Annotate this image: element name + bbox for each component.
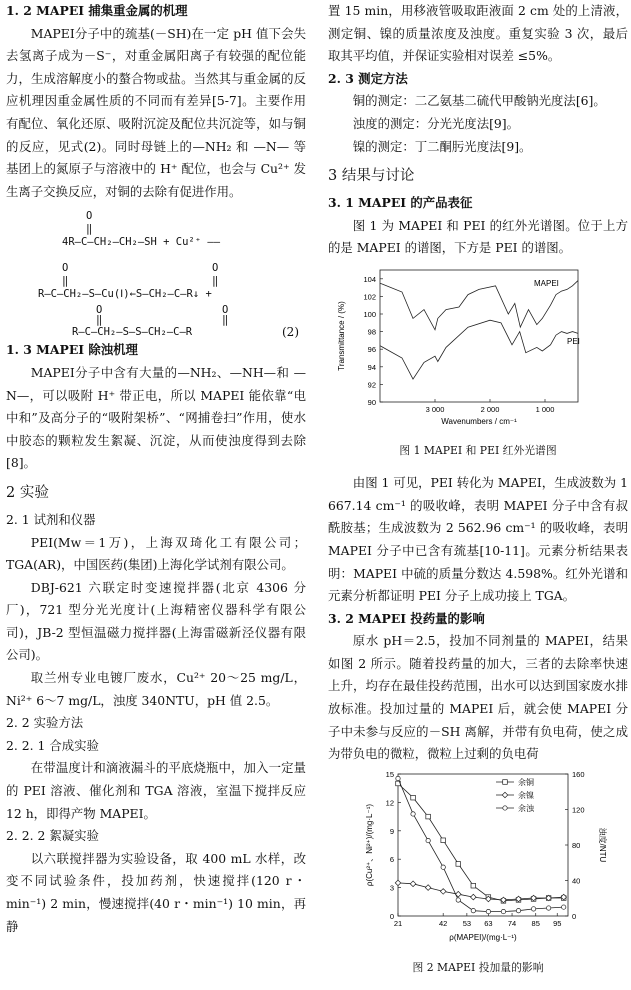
fig1-ytick-label: 104 xyxy=(363,274,376,284)
fig2-point-nickel xyxy=(395,880,401,886)
fig2-point-copper xyxy=(471,883,476,888)
fig2-point-copper xyxy=(411,795,416,800)
section-1-2-paragraph: MAPEI分子中的巯基(－SH)在一定 pH 值下会失去氢离子成为－S⁻，对重金属阳离子有较强的配位能力，生成溶解度小的螯合物或盐。当然其与重金属的反应机理因重金属性质的不同而有差异[5-7]。主要作用有配位、氧化还原、吸附沉淀及配位共沉淀等，如与铜的反应，见式(2)。同时母链上的—NH₂ 和 —N— 等基团上的氮原子与溶液中的 H⁺ 配位，也会与 Cu²⁺ 发生离子交换反应，对铜的去除有促进作用。 xyxy=(6,25,306,199)
figure-2-dosage-chart xyxy=(328,766,628,946)
continued-paragraph: 置 15 min，用移液管吸取距液面 2 cm 处的上清液，测定铜、镍的质量浓度及浊度。重复实验 3 次，最后取其平均值，并保证实验相对误差 ≤5%。 xyxy=(328,3,628,64)
wastewater-paragraph: 取兰州专业电镀厂废水，Cu²⁺ 20～25 mg/L，Ni²⁺ 6～7 mg/L，浊度 340NTU，pH 值 2.5。 xyxy=(6,670,306,708)
fig2-point-turbidity xyxy=(441,865,445,869)
fig2-point-turbidity xyxy=(546,906,550,910)
chem-double-bond-3: ‖ xyxy=(212,275,219,288)
section-3-1-title: 3. 1 MAPEI 的产品表征 xyxy=(328,195,473,211)
fig2-point-copper xyxy=(456,861,461,866)
turbidity-method: 浊度的测定：分光光度法[9]。 xyxy=(352,115,520,131)
fig2-left-ytick-label: 12 xyxy=(385,798,394,808)
fig2-point-copper xyxy=(441,838,446,843)
chem-line-3: R—C—CH₂—S—S—CH₂—C—R xyxy=(72,326,193,339)
copper-method: 铜的测定：二乙氨基二硫代甲酸钠光度法[6]。 xyxy=(352,93,606,109)
chem-carbonyl-o-3: O xyxy=(212,262,219,275)
chemical-equation-2 xyxy=(6,203,306,339)
section-1-2-title: 1. 2 MAPEI 捕集重金属的机理 xyxy=(6,3,188,18)
fig2-right-ytick-label: 40 xyxy=(572,876,581,886)
fig2-xtick-label: 85 xyxy=(531,918,540,928)
fig2-series-line xyxy=(398,783,564,900)
section-2-2-2-title: 2. 2. 2 絮凝实验 xyxy=(6,828,99,844)
fig2-xtick-label: 42 xyxy=(439,918,448,928)
section-1-3-paragraph: MAPEI分子中含有大量的—NH₂、—NH—和 —N—，可以吸附 H⁺ 带正电，所以 MAPEI 能依靠“电中和”及高分子的“吸附架桥”、“网捕卷扫”作用，使水中胶态的颗粒发生絮凝、沉淀，从而使浊度得到去除[8]。 xyxy=(6,364,306,471)
fig2-xtick-label: 74 xyxy=(507,918,517,928)
fig2-right-ytick-label: 160 xyxy=(572,769,585,779)
fig1-series-label-pei: PEI xyxy=(567,336,580,346)
section-2-1-title: 2. 1 试剂和仪器 xyxy=(6,511,96,527)
fig2-legend-marker xyxy=(503,806,507,810)
section-2-2-title: 2. 2 实验方法 xyxy=(6,715,84,731)
fig2-x-axis-label: ρ(MAPEI)/(mg·L⁻¹) xyxy=(449,932,517,942)
section-3-2-paragraph: 原水 pH＝2.5，投加不同剂量的 MAPEI，结果如图 2 所示。随着投药量的加大，三者的去除率快速上升，均存在最佳投药范围，出水可以达到国家废水排放标准。投加过量的 MAPEI 后，就会使 MAPEI 分子中未参与反应的－SH 离解，并带有负电荷，使之成为带负电的微粒，微粒上过剩的负电荷 xyxy=(328,633,628,762)
fig2-point-turbidity xyxy=(501,909,505,913)
fig1-ytick-label: 90 xyxy=(367,397,376,407)
fig1-ytick-label: 100 xyxy=(363,309,376,319)
figure-1-ir-spectrum xyxy=(328,260,628,428)
fig2-legend-marker xyxy=(503,780,508,785)
section-1-3-title: 1. 3 MAPEI 除浊机理 xyxy=(6,342,138,358)
fig2-point-nickel xyxy=(410,881,416,887)
fig1-ytick-label: 102 xyxy=(363,292,376,302)
chem-carbonyl-o-1: O xyxy=(86,210,93,223)
fig1-y-axis-label: Transmittance / (%) xyxy=(337,301,346,371)
fig2-point-turbidity xyxy=(471,908,475,912)
fig2-left-axis-label: ρ(Cu²⁺、Ni²⁺)/(mg·L⁻¹) xyxy=(365,803,374,886)
section-3-1-intro: 图 1 为 MAPEI 和 PEI 的红外光谱图。位于上方的是 MAPEI 的谱图，下方是 PEI 的谱图。 xyxy=(328,217,628,256)
fig1-ytick-label: 98 xyxy=(367,327,376,337)
chem-line-2: R—C—CH₂—S—Cu(Ⅰ)←S—CH₂—C—R↓ + xyxy=(38,288,212,301)
fig2-point-turbidity xyxy=(516,908,520,912)
fig2-point-copper xyxy=(426,814,431,819)
fig2-xtick-label: 95 xyxy=(553,918,562,928)
fig2-point-turbidity xyxy=(486,909,490,913)
fig2-right-ytick-label: 120 xyxy=(572,805,585,815)
synthesis-paragraph: 在带温度计和滴液漏斗的平底烧瓶中，加入一定量的 PEI 溶液、催化剂和 TGA 溶液，室温下搅拌反应 12 h，即得产物 MAPEI。 xyxy=(6,760,306,821)
fig2-xtick-label: 53 xyxy=(462,918,472,928)
fig2-point-turbidity xyxy=(561,905,565,909)
chem-double-bond-5: ‖ xyxy=(222,314,229,327)
chem-double-bond-4: ‖ xyxy=(96,314,103,327)
fig2-right-ytick-label: 80 xyxy=(572,840,581,850)
fig1-xtick-label: 3 000 xyxy=(425,404,445,414)
fig2-point-nickel xyxy=(471,894,477,900)
chem-carbonyl-o-5: O xyxy=(222,304,229,317)
fig1-xtick-label: 2 000 xyxy=(480,404,500,414)
figure-2-caption: 图 2 MAPEI 投加量的影响 xyxy=(412,961,544,975)
reagents-paragraph: PEI(Mw＝1万)，上海双琦化工有限公司；TGA(AR)，中国医药(集团)上海化学试剂有限公司。 xyxy=(6,534,306,573)
figure-1-caption: 图 1 MAPEI 和 PEI 红外光谱图 xyxy=(399,443,557,457)
fig2-point-nickel xyxy=(425,885,431,891)
fig2-legend-label: 余铜 xyxy=(518,777,534,787)
section-3-1-discussion: 由图 1 可见，PEI 转化为 MAPEI，生成波数为 1 667.14 cm⁻¹ 的吸收峰，表明 MAPEI 分子中含有叔酰胺基；生成波数为 2 562.96 cm⁻¹ 的吸收峰，表明 MAPEI 分子中已含有巯基[10-11]。元素分析结果表明：MAPEI 中硫的质量分数达 4.598%。红外光谱和元素分析都证明 PEI 分子上成功接上 TGA。 xyxy=(328,475,628,604)
fig2-legend-label: 余镍 xyxy=(518,790,534,800)
fig2-xtick-label: 63 xyxy=(484,918,493,928)
fig1-mapei-curve xyxy=(380,278,578,330)
fig2-left-ytick-label: 0 xyxy=(389,911,394,921)
nickel-method: 镍的测定：丁二酮肟光度法[9]。 xyxy=(352,138,532,154)
chem-double-bond-2: ‖ xyxy=(62,275,69,288)
instruments-paragraph: DBJ-621 六联定时变速搅拌器(北京 4306 分厂)，721 型分光光度计(上海精密仪器科学有限公司)，JB-2 型恒温磁力搅拌器(上海雷磁新泾仪器有限公司)。 xyxy=(6,579,306,663)
fig2-xtick-label: 21 xyxy=(393,918,403,928)
fig2-right-axis-label: 浊度/NTU xyxy=(598,827,607,863)
fig1-pei-curve xyxy=(380,320,578,379)
section-3-title: 3 结果与讨论 xyxy=(328,168,415,185)
equation-number: (2) xyxy=(282,325,299,340)
fig2-legend-label: 余浊 xyxy=(518,803,534,813)
fig2-point-nickel xyxy=(440,888,446,894)
fig2-point-turbidity xyxy=(531,907,535,911)
fig2-right-ytick-label: 0 xyxy=(572,911,577,921)
left-column xyxy=(6,0,306,938)
fig2-left-ytick-label: 9 xyxy=(389,826,394,836)
fig1-series-label-mapei: MAPEI xyxy=(534,278,559,288)
fig2-point-turbidity xyxy=(396,776,400,780)
fig2-plot-frame xyxy=(398,774,568,916)
chem-carbonyl-o-4: O xyxy=(96,304,103,317)
fig2-point-turbidity xyxy=(411,812,415,816)
fig2-point-turbidity xyxy=(426,838,430,842)
flocculation-paragraph: 以六联搅拌器为实验设备，取 400 mL 水样，改变不同试验条件，投加药剂，快速搅拌(120 r・min⁻¹) 2 min，慢速搅拌(40 r・min⁻¹) 10 min，再静 xyxy=(6,850,306,934)
right-column xyxy=(328,0,628,990)
fig1-ytick-label: 92 xyxy=(367,380,376,390)
chem-carbonyl-o-2: O xyxy=(62,262,69,275)
fig2-left-ytick-label: 3 xyxy=(389,883,394,893)
chem-line-1: 4R—C—CH₂—CH₂—SH + Cu²⁺ —— xyxy=(62,236,221,249)
fig2-point-turbidity xyxy=(456,898,460,902)
chem-double-bond-1: ‖ xyxy=(86,223,93,236)
fig2-left-ytick-label: 6 xyxy=(389,855,394,865)
section-2-2-1-title: 2. 2. 1 合成实验 xyxy=(6,737,99,753)
fig1-x-axis-label: Wavenumbers / cm⁻¹ xyxy=(441,416,517,426)
fig2-legend-marker xyxy=(502,792,508,798)
fig1-xtick-label: 1 000 xyxy=(535,404,555,414)
fig1-ytick-label: 94 xyxy=(367,362,376,372)
fig2-left-ytick-label: 15 xyxy=(385,769,394,779)
section-2-title: 2 实验 xyxy=(6,484,49,501)
fig1-ytick-label: 96 xyxy=(367,345,376,355)
section-2-3-title: 2. 3 测定方法 xyxy=(328,70,408,86)
section-3-2-title: 3. 2 MAPEI 投药量的影响 xyxy=(328,610,485,626)
